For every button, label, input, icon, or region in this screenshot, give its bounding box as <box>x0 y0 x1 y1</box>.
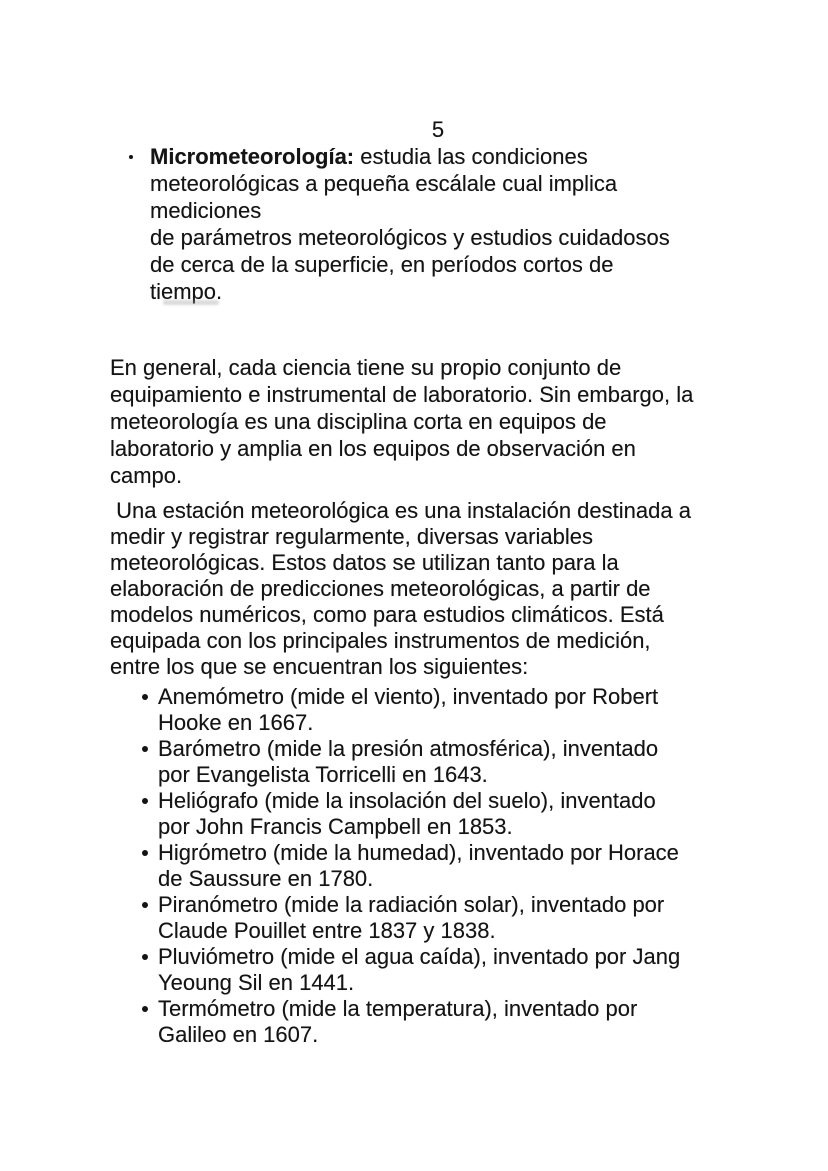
page-number: 5 <box>431 117 445 142</box>
text-line: mediciones <box>150 198 262 223</box>
bullet-icon <box>129 155 133 159</box>
text-column <box>110 0 766 1048</box>
text-line: de Saussure en 1780. <box>158 866 374 891</box>
list-item <box>110 788 766 840</box>
bullet-icon <box>142 850 148 856</box>
text-line: Piranómetro (mide la radiación solar), inventado por <box>158 892 665 917</box>
text-line: por John Francis Campbell en 1853. <box>158 814 513 839</box>
text-line: equipada con los principales instrumentos de medición, <box>110 628 651 653</box>
bullet-icon <box>142 798 148 804</box>
text-line: En general, cada ciencia tiene su propio conjunto de <box>110 355 622 380</box>
text-line: Barómetro (mide la presión atmosférica), inventado <box>158 736 659 761</box>
text-line: Heliógrafo (mide la insolación del suelo), inventado <box>158 788 656 813</box>
list-item <box>110 996 766 1048</box>
bullet-icon <box>142 954 148 960</box>
text-line: Galileo en 1607. <box>158 1022 319 1047</box>
text-line: Pluviómetro (mide el agua caída), inventado por Jang <box>158 944 681 969</box>
text-line: campo. <box>110 463 183 488</box>
bullet-icon <box>142 902 148 908</box>
text-line <box>150 143 766 170</box>
text-line: medir y registrar regularmente, diversas variables <box>110 524 593 549</box>
bullet-icon <box>142 746 148 752</box>
text-line: Termómetro (mide la temperatura), inventado por <box>158 996 638 1021</box>
term-definition-start: estudia las condiciones <box>354 144 588 169</box>
list-item <box>110 944 766 996</box>
text-line: entre los que se encuentran los siguientes: <box>110 654 529 679</box>
scan-smudge-artifact <box>163 300 219 305</box>
list-item <box>110 684 766 736</box>
text-line: meteorológicas. Estos datos se utilizan tanto para la <box>110 550 619 575</box>
paragraph-equipment <box>110 354 766 489</box>
bullet-icon <box>142 1006 148 1012</box>
text-line: elaboración de predicciones meteorológicas, a partir de <box>110 576 651 601</box>
text-line: Hooke en 1667. <box>158 710 314 735</box>
text-line: tiempo. <box>150 279 223 304</box>
term-micrometeorologia: Micrometeorología: <box>150 144 355 169</box>
text-line: modelos numéricos, como para estudios climáticos. Está <box>110 602 664 627</box>
text-line: Higrómetro (mide la humedad), inventado por Horace <box>158 840 679 865</box>
list-item <box>110 892 766 944</box>
text-line: de cerca de la superficie, en períodos cortos de <box>150 252 614 277</box>
text-line: de parámetros meteorológicos y estudios cuidadosos <box>150 225 670 250</box>
instruments-list <box>110 684 766 1048</box>
list-item <box>110 840 766 892</box>
text-line: Anemómetro (mide el viento), inventado por Robert <box>158 684 659 709</box>
text-line: Una estación meteorológica es una instalación destinada a <box>110 498 691 523</box>
list-item-micrometeorologia <box>110 143 766 305</box>
text-line: meteorología es una disciplina corta en equipos de <box>110 409 607 434</box>
paragraph-weather-station <box>110 498 766 680</box>
text-line: meteorológicas a pequeña escálale cual implica <box>150 171 618 196</box>
text-line: equipamiento e instrumental de laboratorio. Sin embargo, la <box>110 382 694 407</box>
term-definition-lines <box>150 170 766 305</box>
text-line: laboratorio y amplia en los equipos de observación en <box>110 436 636 461</box>
list-item <box>110 736 766 788</box>
text-line: por Evangelista Torricelli en 1643. <box>158 762 488 787</box>
text-line: Yeoung Sil en 1441. <box>158 970 355 995</box>
bullet-icon <box>142 694 148 700</box>
text-line: Claude Pouillet entre 1837 y 1838. <box>158 918 496 943</box>
